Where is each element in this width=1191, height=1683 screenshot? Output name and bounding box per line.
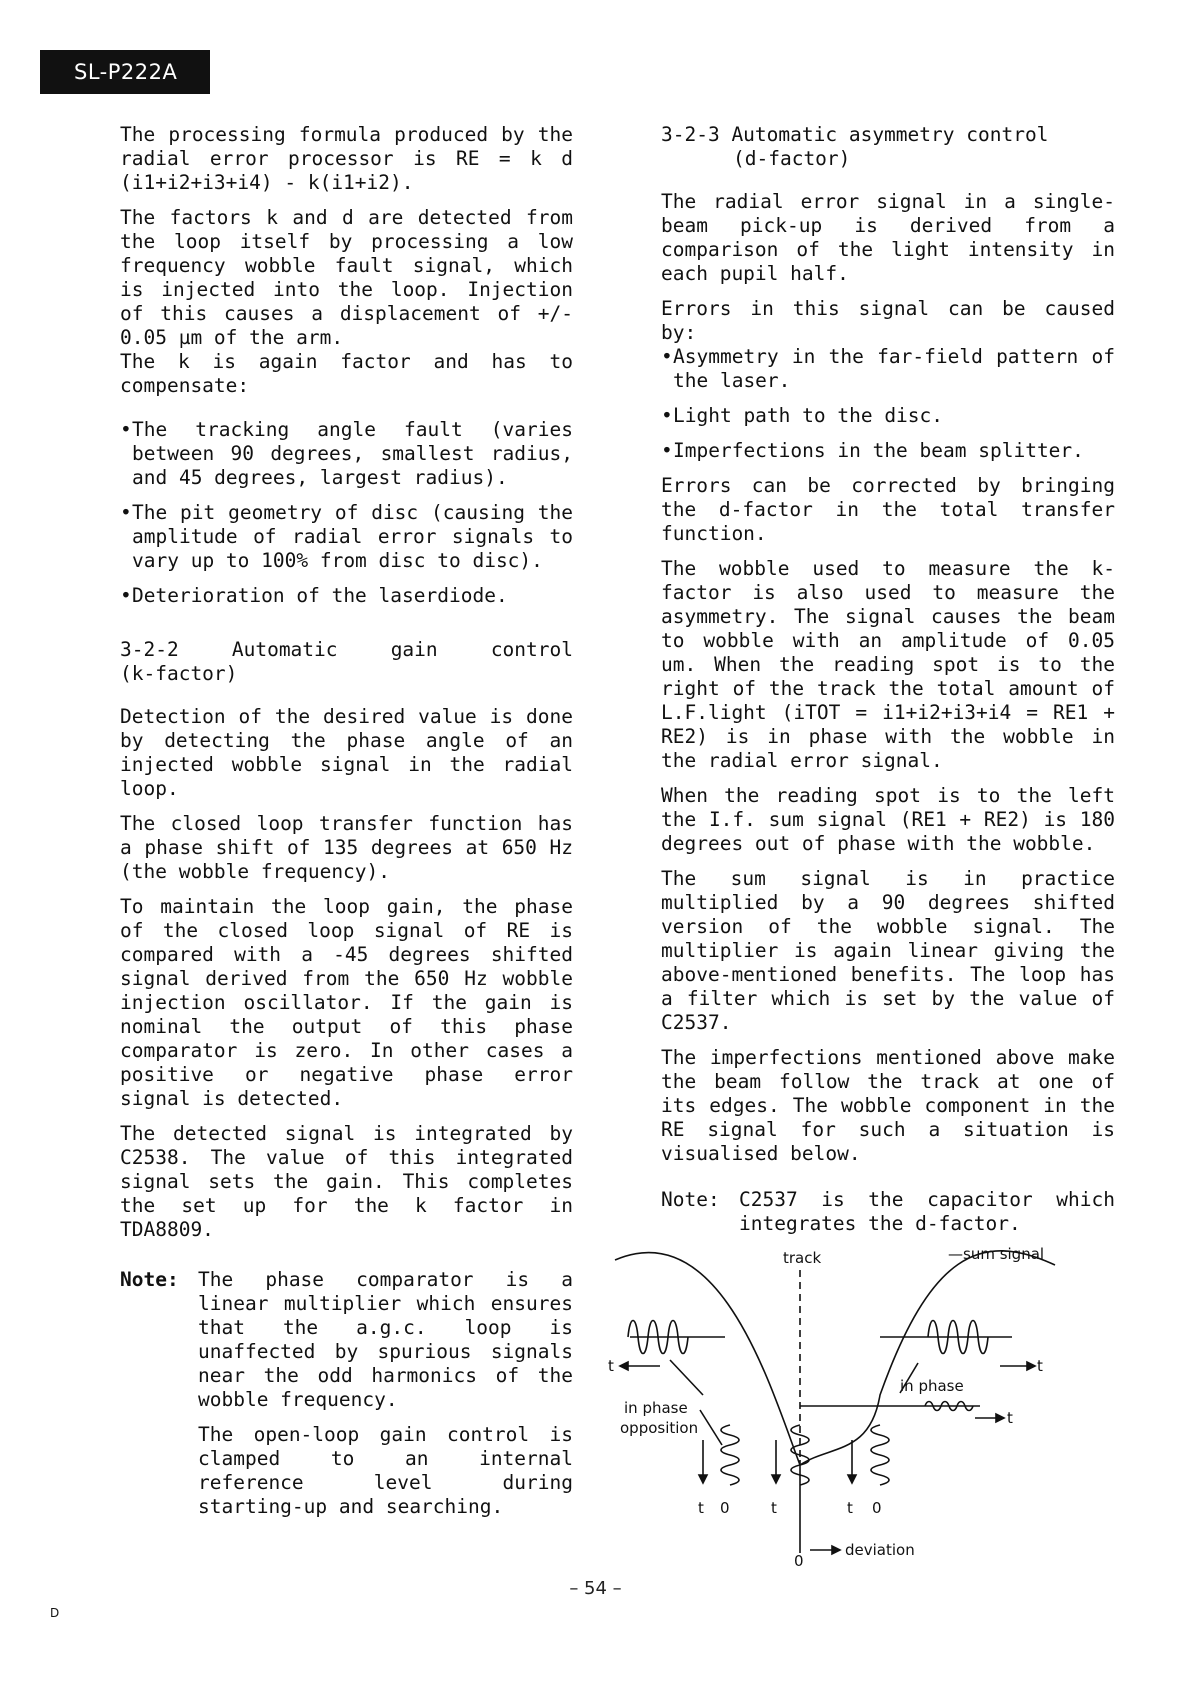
bullet-dot-icon: •	[120, 584, 132, 607]
wobble-phase-diagram	[600, 1235, 1100, 1580]
label-t-left: t	[608, 1357, 614, 1375]
label-bottom-t: t	[771, 1499, 777, 1517]
note-paragraph-open-loop: The open-loop gain control is clamped to an internal reference level during starting-up and searching.	[198, 1423, 573, 1518]
right-paragraph-corrected: Errors can be corrected by bringing the d-factor in the total transfer function.	[661, 474, 1115, 545]
label-t-right: t	[1037, 1357, 1043, 1375]
heading-subtitle: (k-factor)	[120, 662, 238, 685]
right-paragraph-left-spot: When the reading spot is to the left the I.f. sum signal (RE1 + RE2) is 180 degrees out of phase with the wobble.	[661, 784, 1115, 855]
right-bullet-2	[661, 404, 1115, 428]
vertical-wobble-left	[721, 1425, 739, 1485]
deviation-arrowhead-icon	[832, 1546, 840, 1554]
label-deviation: deviation	[845, 1541, 915, 1559]
opposition-leader-line	[670, 1360, 703, 1395]
bullet-dot-icon: •	[661, 345, 673, 368]
right-paragraph-wobble: The wobble used to measure the k-factor is also used to measure the asymmetry. The signal causes the beam to wobble with an amplitude of 0.05 um. When the reading spot is to the right of the track the total amount of L.F.light (iTOT = i1+i2+i3+i4 = RE1 + RE2) is in phase with the wobble in the radial error signal.	[661, 557, 1115, 772]
left-bullet-3	[120, 584, 573, 608]
section-heading-3-2-3	[661, 123, 1115, 171]
heading-number: 3-2-2	[120, 638, 179, 661]
model-badge: SL-P222A	[40, 50, 210, 94]
corner-mark: D	[50, 1606, 60, 1620]
bullet-dot-icon: •	[661, 439, 673, 462]
note-body	[739, 1188, 1115, 1212]
right-paragraph-errors-caused: Errors in this signal can be caused by:	[661, 297, 1115, 344]
opposition-leader-line-2	[700, 1410, 722, 1445]
note-paragraph-comparator: The phase comparator is a linear multiplier which ensures that the a.g.c. loop is unaffected by spurious signals near the odd harmonics of the wobble frequency.	[198, 1268, 573, 1411]
left-paragraph-integrated: The detected signal is integrated by C2538. The value of this integrated signal sets the gain. This completes the set up for the k factor in TDA8809.	[120, 1122, 573, 1241]
right-paragraph-sum-signal: The sum signal is in practice multiplied by a 90 degrees shifted version of the wobble signal. The multiplier is again linear giving the above-mentioned benefits. The loop has a filter which is set by the value of C2537.	[661, 867, 1115, 1034]
section-heading-3-2-2	[120, 638, 573, 686]
left-bullet-text: The tracking angle fault (varies between 90 degrees, smallest radius, and 45 degrees, largest radius).	[132, 418, 573, 489]
right-bullet-text: Light path to the disc.	[673, 404, 944, 427]
left-bullet-text: Deterioration of the laserdiode.	[132, 584, 508, 607]
label-bottom-zero: 0	[720, 1499, 730, 1517]
in-phase-small-sine	[925, 1402, 973, 1411]
bullet-dot-icon: •	[661, 404, 673, 427]
note-body	[198, 1268, 573, 1530]
note-label: Note:	[661, 1188, 720, 1211]
left-column	[120, 123, 573, 1530]
label-in-phase-opposition: in phase	[624, 1399, 688, 1417]
left-arrowhead-icon	[620, 1362, 628, 1370]
label-sum-signal: —sum signal	[948, 1245, 1045, 1263]
label-track: track	[783, 1249, 822, 1267]
right-column	[661, 123, 1115, 1236]
right-note	[661, 1188, 1115, 1212]
bullet-dot-icon: •	[120, 501, 132, 524]
heading-word: Automatic	[231, 638, 338, 661]
heading-word: gain	[390, 638, 438, 661]
right-bullet-1	[661, 345, 1115, 393]
right-bullet-text: Asymmetry in the far-field pattern of the laser.	[673, 345, 1115, 392]
right-bullet-text: Imperfections in the beam splitter.	[673, 439, 1084, 462]
label-opposition: opposition	[620, 1419, 699, 1437]
page-number: – 54 –	[569, 1578, 622, 1599]
right-arrowhead-icon	[996, 1414, 1004, 1422]
left-paragraph-detection: Detection of the desired value is done by detecting the phase angle of an injected wobble signal in the radial loop.	[120, 705, 573, 800]
label-t-right: t	[1007, 1409, 1013, 1427]
left-note	[120, 1268, 573, 1530]
right-paragraph-radial-error: The radial error signal in a single-beam pick-up is derived from a comparison of the light intensity in each pupil half.	[661, 190, 1115, 285]
down-arrowhead-icon	[699, 1475, 707, 1483]
label-origin: 0	[794, 1552, 804, 1570]
left-paragraph-loop-gain: To maintain the loop gain, the phase of the closed loop signal of RE is compared with a -45 degrees shifted signal derived from the 650 Hz wobble injection oscillator. If the gain is nominal the output of this phase comparator is zero. In other cases a positive or negative phase error signal is detected.	[120, 895, 573, 1110]
down-arrowhead-icon	[772, 1475, 780, 1483]
bullet-dot-icon: •	[120, 418, 132, 441]
left-paragraph-formula: The processing formula produced by the radial error processor is RE = k d (i1+i2+i3+i4) - k(i1+i2).	[120, 123, 573, 194]
down-arrowhead-icon	[848, 1475, 856, 1483]
heading-word: control	[490, 638, 573, 661]
left-paragraph-transfer: The closed loop transfer function has a phase shift of 135 degrees at 650 Hz (the wobble frequency).	[120, 812, 573, 883]
heading-title: 3-2-3 Automatic asymmetry control	[661, 123, 1049, 146]
note-label: Note:	[120, 1268, 179, 1291]
left-bullet-1	[120, 418, 573, 490]
right-arrowhead-icon	[1027, 1362, 1035, 1370]
label-bottom-t: t	[698, 1499, 704, 1517]
right-paragraph-imperfections: The imperfections mentioned above make the beam follow the track at one of its edges. The wobble component in the RE signal for such a situation is visualised below.	[661, 1046, 1115, 1165]
label-bottom-zero: 0	[872, 1499, 882, 1517]
left-bullet-2	[120, 501, 573, 573]
left-paragraph-factors: The factors k and d are detected from the loop itself by processing a low frequency wobble fault signal, which is injected into the loop. Injection of this causes a displacement of +/- 0.05 µm of the arm.	[120, 206, 573, 349]
left-bullet-text: The pit geometry of disc (causing the amplitude of radial error signals to vary up to 100% from disc to disc).	[132, 501, 573, 572]
label-bottom-t: t	[847, 1499, 853, 1517]
note-line: integrates the d-factor.	[739, 1212, 1021, 1235]
left-paragraph-compensate: The k is again factor and has to compensate:	[120, 350, 573, 397]
right-bullet-3	[661, 439, 1115, 463]
heading-subtitle: (d-factor)	[733, 147, 851, 170]
note-line: C2537 is the capacitor which	[739, 1188, 1115, 1211]
label-in-phase: in phase	[900, 1377, 964, 1395]
vertical-wobble-right	[871, 1425, 889, 1485]
